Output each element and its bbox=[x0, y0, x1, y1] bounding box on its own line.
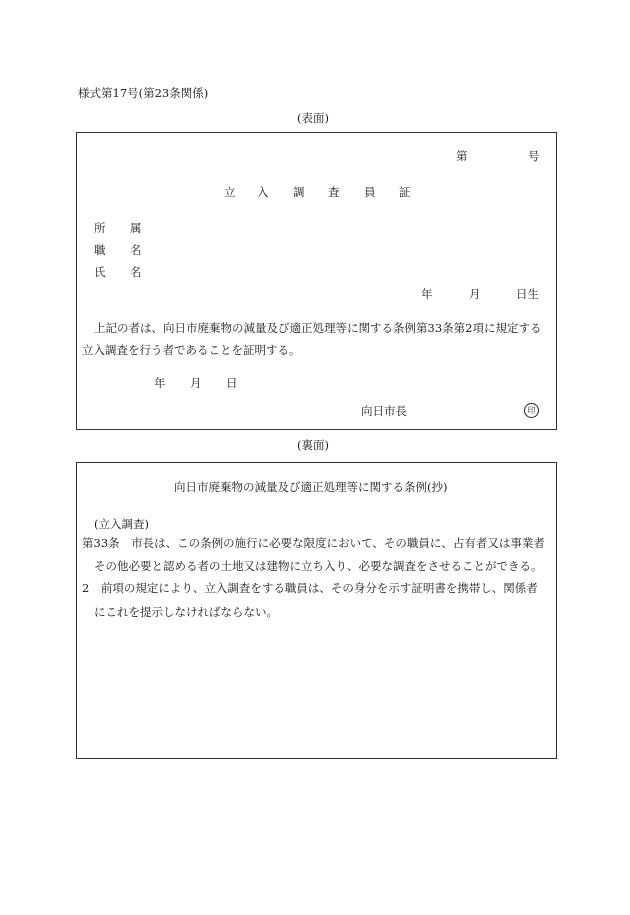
article-33-line-1: 第33条 市長は、この条例の施行に必要な限度において、その職員に、占有者又は事業者 bbox=[82, 536, 545, 550]
title-char-1: 立 bbox=[224, 185, 236, 199]
form-number: 様式第17号(第23条関係) bbox=[78, 86, 209, 100]
clause-2-line-1: 2 前項の規定により、立入調査をする職員は、その身分を示す証明書を携帯し、関係者 bbox=[82, 581, 538, 595]
date-day: 日 bbox=[226, 376, 238, 390]
back-panel bbox=[76, 462, 557, 759]
date-month: 月 bbox=[190, 376, 202, 390]
certificate-number-suffix: 号 bbox=[528, 149, 540, 163]
affiliation-label-2: 属 bbox=[130, 221, 142, 235]
front-heading: (表面) bbox=[297, 111, 329, 125]
certification-line-2: 立入調査を行う者であることを証明する。 bbox=[82, 343, 301, 357]
birth-month: 月 bbox=[469, 287, 481, 301]
birth-day: 日生 bbox=[516, 287, 539, 301]
position-label-2: 名 bbox=[130, 243, 142, 257]
certificate-number-prefix: 第 bbox=[456, 149, 468, 163]
certification-line-1: 上記の者は、向日市廃棄物の減量及び適正処理等に関する条例第33条第2項に規定する bbox=[94, 321, 542, 335]
seal-icon: 印 bbox=[524, 403, 539, 418]
ordinance-title: 向日市廃棄物の減量及び適正処理等に関する条例(抄) bbox=[174, 480, 448, 494]
back-heading: (裏面) bbox=[297, 438, 329, 452]
article-33-line-2: その他必要と認める者の土地又は建物に立ち入り、必要な調査をさせることができる。 bbox=[94, 559, 543, 573]
name-label-1: 氏 bbox=[94, 265, 106, 279]
birth-year: 年 bbox=[421, 287, 433, 301]
clause-2-line-2: にこれを提示しなければならない。 bbox=[94, 605, 278, 619]
title-char-6: 証 bbox=[399, 185, 411, 199]
title-char-4: 査 bbox=[328, 185, 340, 199]
date-year: 年 bbox=[154, 376, 166, 390]
name-label-2: 名 bbox=[130, 265, 142, 279]
title-char-2: 入 bbox=[257, 185, 269, 199]
position-label-1: 職 bbox=[94, 243, 106, 257]
issuer-title: 向日市長 bbox=[361, 404, 407, 418]
affiliation-label-1: 所 bbox=[94, 221, 106, 235]
title-char-3: 調 bbox=[293, 185, 305, 199]
front-panel bbox=[76, 132, 557, 430]
title-char-5: 員 bbox=[364, 185, 376, 199]
section-caption: (立入調査) bbox=[94, 517, 149, 531]
